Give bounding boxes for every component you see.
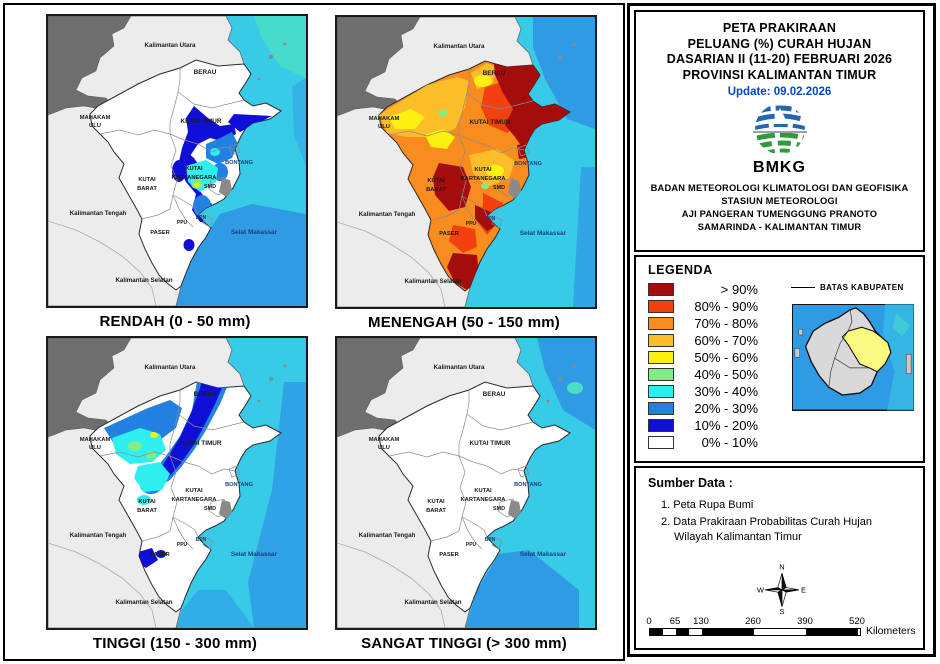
legend-swatch [648,385,674,398]
scale-tick: 390 [797,616,813,627]
caption-menengah: MENENGAH (50 - 150 mm) [368,314,560,331]
title-line-1: PETA PRAKIRAAN [722,21,837,35]
legend-label: 40% - 50% [694,367,758,382]
title-line-2: PELUANG (%) CURAH HUJAN [687,36,872,51]
map-label-ppu: PPU [176,542,188,548]
title-line-4: PROVINSI KALIMANTAN TIMUR [682,67,877,82]
title-line-3: DASARIAN II (11-20) FEBRUARI 2026 [666,52,893,66]
map-label-ulu: ULU [89,445,101,451]
batas-kabupaten-label: BATAS KABUPATEN [820,283,904,292]
map-label-kalimantan_selatan: Kalimantan Selatan [115,277,173,284]
bmkg-logo-icon [636,102,923,158]
map-label-kutai_timur: KUTAI TIMUR [180,440,222,447]
bmkg-logo-text: BMKG [753,159,806,176]
legend-row [648,281,758,298]
map-label-kalimantan_utara: Kalimantan Utara [144,42,196,49]
org-line-3: AJI PANGERAN TUMENGGUNG PRANOTO [681,209,878,219]
legend-label: 60% - 70% [694,333,758,348]
map-rendah [46,14,308,308]
map-label-kutai: KUTAI [427,178,445,184]
map-label-kalimantan_utara: Kalimantan Utara [433,364,485,371]
org-line-2: STASIUN METEOROLOGI [721,196,838,206]
boundary-line-icon [791,287,815,288]
map-label-bontang: BONTANG [225,160,253,166]
scale-unit-label: Kilometers [866,625,916,637]
scale-segment [702,629,754,635]
legend-label: 30% - 40% [694,384,758,399]
scale-segment [663,629,676,635]
map-label-ulu: ULU [378,124,390,130]
org-name [636,182,923,234]
map-label-ppu: PPU [465,221,477,227]
scale-tick: 65 [669,616,681,627]
sumber-heading: Sumber Data : [648,476,733,490]
map-svg-sangat [337,338,595,628]
map-label-kalimantan_tengah: Kalimantan Tengah [69,210,127,217]
legend-label: 20% - 30% [694,401,758,416]
legend-label: 0% - 10% [701,435,758,450]
legend-swatch [648,419,674,432]
legend-label: 50% - 60% [694,350,758,365]
map-label-selat_makassar: Selat Makassar [230,551,278,558]
inset-map-svg [792,304,914,411]
panel-tinggi [46,336,304,652]
map-label-smd: SMD [493,506,505,512]
legend-rows [648,281,758,451]
map-svg-menengah [337,17,595,307]
map-label-kartanegara: KARTANEGARA [460,497,506,503]
legend-row [648,434,758,451]
legend-swatch [648,317,674,330]
legend-swatch [648,300,674,313]
caption-tinggi: TINGGI (150 - 300 mm) [92,635,258,652]
map-label-kutai: KUTAI [138,177,156,183]
panel-sangat-tinggi [335,336,593,652]
scale-tick: 260 [745,616,761,627]
map-label-kalimantan_utara: Kalimantan Utara [144,364,196,371]
map-sangat-tinggi [335,336,597,630]
map-label-selat_makassar: Selat Makassar [519,551,567,558]
caption-sangat-tinggi: SANGAT TINGGI (> 300 mm) [361,635,567,652]
map-label-barat: BARAT [137,508,157,514]
map-label-bpn: BPN [195,215,207,221]
scale-bar [644,616,914,642]
map-tinggi [46,336,308,630]
title-box [634,10,925,252]
map-label-berau: BERAU [482,70,506,77]
map-label-selat_makassar: Selat Makassar [519,230,567,237]
svg-text:N: N [779,562,785,572]
legend-swatch [648,334,674,347]
map-label-kutai_timur: KUTAI TIMUR [469,440,511,447]
map-label-kutai: KUTAI [474,167,492,173]
maps-frame [3,3,625,661]
map-label-paser: PASER [439,231,459,237]
map-label-kalimantan_tengah: Kalimantan Tengah [69,532,127,539]
compass-rose-icon [756,560,808,616]
map-svg-rendah [48,16,306,306]
svg-text:E: E [800,585,806,595]
map-label-kutai_timur: KUTAI TIMUR [180,118,222,125]
map-label-ppu: PPU [176,220,188,226]
scale-segment [676,629,689,635]
legend-swatch [648,351,674,364]
map-label-kalimantan_selatan: Kalimantan Selatan [115,599,173,606]
scale-segment [650,629,663,635]
map-label-berau: BERAU [193,69,217,76]
scale-segment [689,629,702,635]
map-label-kalimantan_selatan: Kalimantan Selatan [404,278,462,285]
legend-row [648,298,758,315]
map-label-berau: BERAU [482,391,506,398]
legend-swatch [648,283,674,296]
caption-rendah: RENDAH (0 - 50 mm) [99,313,251,330]
map-label-kutai: KUTAI [185,488,203,494]
map-label-kutai: KUTAI [138,499,156,505]
scale-tick: 520 [849,616,865,627]
map-label-bpn: BPN [484,537,496,543]
legend-swatch [648,436,674,449]
map-label-paser: PASER [150,552,170,558]
legend-label: 10% - 20% [694,418,758,433]
legend-row [648,400,758,417]
map-label-kutai: KUTAI [474,488,492,494]
map-label-smd: SMD [204,506,216,512]
scale-tick: 0 [646,616,652,627]
org-line-1: BADAN METEOROLOGI KLIMATOLOGI DAN GEOFISIKA [650,183,909,193]
update-date: Update: 09.02.2026 [727,86,832,98]
map-label-mahakam: MAHAKAM [368,116,400,122]
map-label-barat: BARAT [426,187,446,193]
svg-text:W: W [757,585,765,595]
map-label-barat: BARAT [426,508,446,514]
legend-row [648,383,758,400]
legend-label: 70% - 80% [694,316,758,331]
map-title [636,21,923,83]
legend-title: LEGENDA [648,263,713,277]
scale-segment [806,629,858,635]
org-line-4: SAMARINDA - KALIMANTAN TIMUR [697,222,862,232]
svg-text:S: S [779,607,785,616]
map-svg-tinggi [48,338,306,628]
map-label-kutai: KUTAI [427,499,445,505]
map-label-kalimantan_tengah: Kalimantan Tengah [358,211,416,218]
sumber-data-box [634,466,925,650]
map-label-bpn: BPN [195,537,207,543]
map-label-bontang: BONTANG [225,482,253,488]
map-menengah [335,15,597,309]
panel-menengah [335,15,593,331]
map-label-smd: SMD [204,184,216,190]
info-sidebar [627,3,936,657]
map-label-paser: PASER [439,552,459,558]
map-label-mahakam: MAHAKAM [79,115,111,121]
map-label-bontang: BONTANG [514,482,542,488]
map-label-kalimantan_utara: Kalimantan Utara [433,43,485,50]
legend-row [648,349,758,366]
map-label-kartanegara: KARTANEGARA [171,497,217,503]
map-label-kalimantan_selatan: Kalimantan Selatan [404,599,462,606]
sumber-item-1: 1. Peta Rupa Bumi [661,499,754,511]
scale-bar-segments [649,628,861,636]
sumber-items [648,498,910,547]
map-label-kartanegara: KARTANEGARA [171,175,217,181]
borneo-inset-map [792,304,914,412]
sumber-item-2: 2. Data Prakiraan Probabilitas Curah Hujan Wilayah Kalimantan Timur [661,516,872,543]
legend-row [648,417,758,434]
map-label-mahakam: MAHAKAM [368,437,400,443]
map-label-berau: BERAU [193,391,217,398]
legend-row [648,332,758,349]
legend-swatch [648,368,674,381]
map-label-bontang: BONTANG [514,161,542,167]
map-label-ppu: PPU [465,542,477,548]
map-label-smd: SMD [493,185,505,191]
legend-label: 80% - 90% [694,299,758,314]
scale-segment [754,629,806,635]
legend-row [648,366,758,383]
map-label-kartanegara: KARTANEGARA [460,176,506,182]
map-label-kutai_timur: KUTAI TIMUR [469,119,511,126]
legend-swatch [648,402,674,415]
legend-box [634,255,925,463]
map-label-paser: PASER [150,230,170,236]
panel-rendah [46,14,304,330]
map-label-kutai: KUTAI [185,166,203,172]
map-label-ulu: ULU [378,445,390,451]
scale-tick: 130 [693,616,709,627]
map-label-ulu: ULU [89,123,101,129]
map-label-selat_makassar: Selat Makassar [230,229,278,236]
map-label-mahakam: MAHAKAM [79,437,111,443]
legend-row [648,315,758,332]
map-label-barat: BARAT [137,186,157,192]
map-label-bpn: BPN [484,216,496,222]
batas-kabupaten-key [791,283,904,292]
map-label-kalimantan_tengah: Kalimantan Tengah [358,532,416,539]
legend-label: > 90% [720,282,758,297]
